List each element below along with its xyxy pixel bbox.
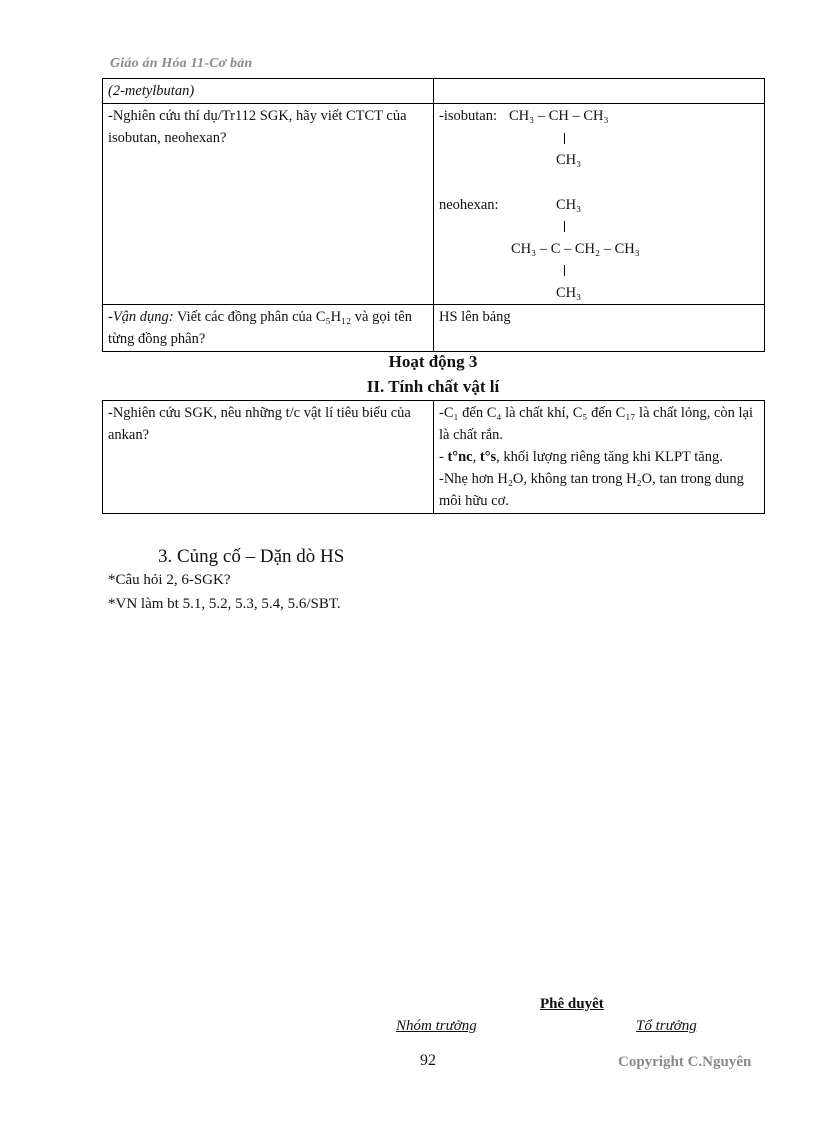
bond-line xyxy=(564,265,565,276)
dash: - xyxy=(439,449,448,465)
student-response: HS lên bảng xyxy=(439,309,511,325)
approval-title: Phê duyêt xyxy=(540,996,604,1012)
solubility-note: -Nhẹ hơn H₂O, không tan trong H₂O, tan trong dung môi hữu cơ. xyxy=(439,471,744,509)
table-cell xyxy=(103,104,434,305)
table-cell xyxy=(434,305,765,352)
section-title-review: 3. Củng cố – Dặn dò HS xyxy=(158,546,345,567)
section-title-physical-properties: II. Tính chất vật lí xyxy=(366,377,500,396)
apply-task: Viết các đồng phân của C₅H₁₂ và gọi tên từng đồng phân? xyxy=(108,309,412,347)
table-row xyxy=(103,104,765,305)
boiling-point-symbol: t°s xyxy=(479,449,497,465)
review-question-line: *Câu hỏi 2, 6-SGK? xyxy=(108,572,231,588)
temperature-line: - t°nc, t°s, khối lượng riêng tăng khi KLPT tăng. xyxy=(439,449,723,465)
state-by-carbon-count: -C₁ đến C₄ là chất khí, C₅ đến C₁₇ là chất lỏng, còn lại là chất rắn. xyxy=(439,405,754,443)
melting-point-symbol: t°nc xyxy=(447,449,473,465)
lesson-table-2 xyxy=(102,400,765,514)
isobutan-branch: CH₃ xyxy=(556,152,582,168)
task-isomer-structures: -Nghiên cứu thí dụ/Tr112 SGK, hãy viết CTCT của isobutan, neohexan? xyxy=(108,108,407,146)
bond-line xyxy=(564,133,565,144)
apply-label: -Vận dụng: xyxy=(108,309,174,325)
activity-title: Hoạt động 3 xyxy=(388,352,478,371)
neohexan-bottom: CH₃ xyxy=(556,285,582,301)
metylbutan-note: (2-metylbutan) xyxy=(108,83,195,99)
bond-line xyxy=(564,221,565,232)
group-leader-label: Nhóm trưởng xyxy=(396,1018,477,1034)
isobutan-label: -isobutan: xyxy=(439,108,497,124)
table-row xyxy=(103,79,765,104)
neohexan-label: neohexan: xyxy=(439,197,499,213)
lesson-table-1 xyxy=(102,78,765,352)
task-physical-properties: -Nghiên cứu SGK, nêu những t/c vật lí tiêu biểu của ankan? xyxy=(108,405,411,443)
neohexan-top: CH₃ xyxy=(556,197,582,213)
neohexan-chain: CH₃ – C – CH₂ – CH₃ xyxy=(511,241,640,257)
table-cell xyxy=(434,104,765,305)
page-number: 92 xyxy=(420,1052,436,1069)
density-note: , khối lượng riêng tăng khi KLPT tăng. xyxy=(496,449,723,465)
homework-line: *VN làm bt 5.1, 5.2, 5.3, 5.4, 5.6/SBT. xyxy=(108,596,341,612)
structural-formulas xyxy=(439,105,759,301)
table-row xyxy=(103,401,765,514)
table-cell xyxy=(103,305,434,352)
copyright-footer: Copyright C.Nguyên xyxy=(618,1054,752,1070)
table-row xyxy=(103,305,765,352)
table-cell xyxy=(434,401,765,514)
table-cell xyxy=(103,79,434,104)
isobutan-chain: CH₃ – CH – CH₃ xyxy=(509,108,609,124)
table-cell xyxy=(434,79,765,104)
department-head-label: Tổ trưởng xyxy=(636,1018,697,1034)
table-cell xyxy=(103,401,434,514)
document-header: Giáo án Hóa 11-Cơ bản xyxy=(110,56,253,71)
